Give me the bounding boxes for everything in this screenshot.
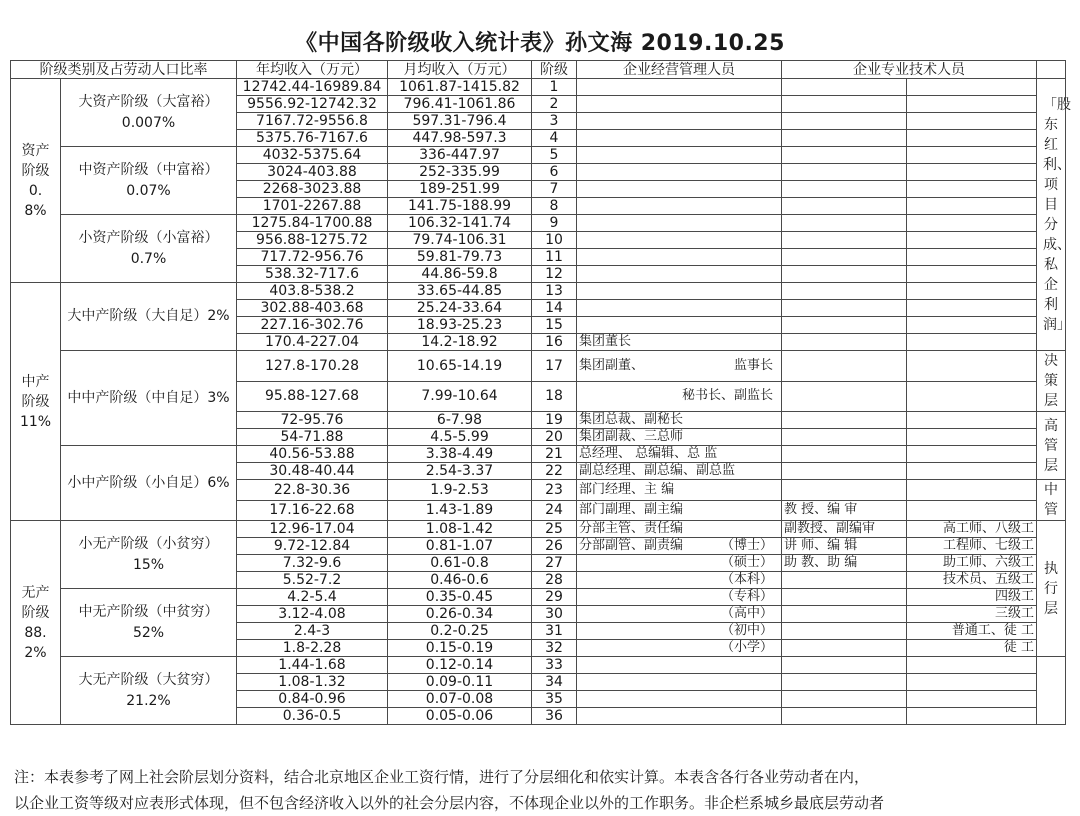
manager-cell: 部门副理、副主编 [577,500,782,521]
level-cell: 25 [532,521,577,538]
annual-income-cell: 12742.44-16989.84 [237,79,388,96]
class-cell: 小资产阶级（小富裕）0.7% [61,215,237,283]
table-row [11,446,1066,463]
class-cell: 中无产阶级（中贫穷）52% [61,589,237,657]
manager-cell [577,147,782,164]
monthly-income-cell: 2.54-3.37 [388,463,532,480]
annual-income-cell: 302.88-403.68 [237,300,388,317]
manager-cell: （博士） 分部副管、副责编 [577,538,782,555]
tech-cell-2: 徒 工 [907,640,1037,657]
tech-cell-1 [782,412,907,429]
annual-income-cell: 3.12-4.08 [237,606,388,623]
manager-cell: 集团董长 [577,334,782,351]
annual-income-cell: 17.16-22.68 [237,500,388,521]
table-row [11,147,1066,164]
level-cell: 9 [532,215,577,232]
level-cell: 35 [532,691,577,708]
table-row [11,79,1066,96]
tech-cell-1 [782,446,907,463]
tech-cell-2 [907,283,1037,300]
annual-income-cell: 9556.92-12742.32 [237,96,388,113]
level-cell: 17 [532,351,577,382]
manager-cell: 集团总裁、副秘长 [577,412,782,429]
tier-note-cell [1037,351,1066,412]
tier-note-text: 高管层 [1044,417,1058,474]
manager-cell [577,249,782,266]
tech-cell-1: 助 教、助 编 [782,555,907,572]
annual-income-cell: 2.4-3 [237,623,388,640]
annual-income-cell: 538.32-717.6 [237,266,388,283]
tech-cell-2 [907,381,1037,412]
manager-cell-right: （小学） [720,640,773,655]
tech-cell-2: 四级工 [907,589,1037,606]
table-row [11,657,1066,674]
table-body [11,79,1071,725]
tech-cell-2 [907,130,1037,147]
level-cell: 36 [532,708,577,725]
tier-note-cell [1037,412,1066,480]
monthly-income-cell: 0.35-0.45 [388,589,532,606]
level-cell: 11 [532,249,577,266]
class-cell: 小无产阶级（小贫穷）15% [61,521,237,589]
header-row [11,61,1066,79]
manager-cell: 分部主管、责任编 [577,521,782,538]
tech-cell-2 [907,232,1037,249]
footnote-line-2: 以企业工资等级对应表形式体现，但不包含经济收入以外的社会分层内容，不体现企业以外的工作职务。非企栏系城乡最底层劳动者 [14,794,885,812]
annual-income-cell: 170.4-227.04 [237,334,388,351]
monthly-income-cell: 447.98-597.3 [388,130,532,147]
tech-cell-2 [907,266,1037,283]
level-cell: 26 [532,538,577,555]
manager-cell [577,708,782,725]
tech-cell-1: 讲 师、编 辑 [782,538,907,555]
tech-cell-1 [782,657,907,674]
level-cell: 5 [532,147,577,164]
tech-cell-1 [782,232,907,249]
annual-income-cell: 30.48-40.44 [237,463,388,480]
tech-cell-2 [907,164,1037,181]
manager-cell-right: 秘书长、副监长 [681,388,773,404]
annual-income-cell: 127.8-170.28 [237,351,388,382]
tech-cell-2 [907,198,1037,215]
annual-income-cell: 5375.76-7167.6 [237,130,388,147]
tech-cell-2 [907,674,1037,691]
level-cell: 23 [532,480,577,501]
annual-income-cell: 4032-5375.64 [237,147,388,164]
manager-cell [577,674,782,691]
tier-note-cell [1037,657,1066,725]
level-cell: 21 [532,446,577,463]
tech-cell-1 [782,317,907,334]
level-cell: 33 [532,657,577,674]
manager-cell-right: （硕士） [720,555,773,570]
manager-cell [577,266,782,283]
manager-cell [577,96,782,113]
monthly-income-cell: 0.2-0.25 [388,623,532,640]
annual-income-cell: 54-71.88 [237,429,388,446]
annual-income-cell: 1701-2267.88 [237,198,388,215]
monthly-income-cell: 25.24-33.64 [388,300,532,317]
monthly-income-cell: 79.74-106.31 [388,232,532,249]
class-group-cell [11,79,61,283]
class-group-text: 资产阶级0.8% [21,142,50,219]
manager-cell [577,657,782,674]
tech-cell-2 [907,249,1037,266]
class-cell: 大无产阶级（大贫穷）21.2% [61,657,237,725]
level-cell: 16 [532,334,577,351]
header-tech: 企业专业技术人员 [782,61,1037,79]
monthly-income-cell: 252-335.99 [388,164,532,181]
annual-income-cell: 12.96-17.04 [237,521,388,538]
monthly-income-cell: 59.81-79.73 [388,249,532,266]
tech-cell-1 [782,623,907,640]
tech-cell-1 [782,79,907,96]
tier-note-text: 决策层 [1044,353,1058,409]
manager-cell [577,215,782,232]
level-cell: 3 [532,113,577,130]
tech-cell-1 [782,198,907,215]
manager-cell [577,198,782,215]
manager-cell: 副总经理、副总编、副总监 [577,463,782,480]
annual-income-cell: 2268-3023.88 [237,181,388,198]
tech-cell-1 [782,572,907,589]
tech-cell-2 [907,79,1037,96]
tech-cell-1 [782,266,907,283]
level-cell: 13 [532,283,577,300]
tech-cell-1 [782,589,907,606]
annual-income-cell: 227.16-302.76 [237,317,388,334]
monthly-income-cell: 0.26-0.34 [388,606,532,623]
level-cell: 22 [532,463,577,480]
level-cell: 24 [532,500,577,521]
monthly-income-cell: 3.38-4.49 [388,446,532,463]
manager-cell: 监事长 集团副董、 [577,351,782,382]
tech-cell-1 [782,708,907,725]
tech-cell-2 [907,317,1037,334]
tech-cell-2 [907,351,1037,382]
level-cell: 30 [532,606,577,623]
class-group-cell [11,283,61,521]
tech-cell-2 [907,113,1037,130]
tech-cell-2 [907,300,1037,317]
tech-cell-2: 普通工、徒 工 [907,623,1037,640]
tech-cell-2: 工程师、七级工 [907,538,1037,555]
manager-cell-right: （本科） [720,572,773,587]
tier-note-text: 「股东红利、项目分成、私企利润」 [1043,96,1071,333]
class-group-cell [11,521,61,725]
tier-note-text: 中管 [1044,482,1058,518]
annual-income-cell: 956.88-1275.72 [237,232,388,249]
tech-cell-2: 技术员、五级工 [907,572,1037,589]
class-cell: 大资产阶级（大富裕）0.007% [61,79,237,147]
tech-cell-1 [782,463,907,480]
annual-income-cell: 4.2-5.4 [237,589,388,606]
table-row [11,589,1066,606]
manager-cell [577,589,782,606]
annual-income-cell: 3024-403.88 [237,164,388,181]
tier-note-cell [1037,480,1066,521]
tech-cell-2 [907,334,1037,351]
tech-cell-1 [782,147,907,164]
manager-cell-right: （博士） [720,538,773,553]
monthly-income-cell: 0.46-0.6 [388,572,532,589]
tech-cell-2: 高工师、八级工 [907,521,1037,538]
class-group-text: 中产阶级11% [19,373,52,430]
monthly-income-cell: 0.07-0.08 [388,691,532,708]
monthly-income-cell: 336-447.97 [388,147,532,164]
tech-cell-1 [782,606,907,623]
annual-income-cell: 9.72-12.84 [237,538,388,555]
manager-cell [577,283,782,300]
manager-cell [577,640,782,657]
tech-cell-2 [907,708,1037,725]
monthly-income-cell: 597.31-796.4 [388,113,532,130]
tech-cell-2 [907,463,1037,480]
class-cell: 小中产阶级（小自足）6% [61,446,237,521]
monthly-income-cell: 141.75-188.99 [388,198,532,215]
tech-cell-2 [907,480,1037,501]
manager-cell [577,79,782,96]
tech-cell-2 [907,412,1037,429]
monthly-income-cell: 1061.87-1415.82 [388,79,532,96]
level-cell: 7 [532,181,577,198]
manager-cell [577,300,782,317]
monthly-income-cell: 14.2-18.92 [388,334,532,351]
monthly-income-cell: 1.43-1.89 [388,500,532,521]
level-cell: 2 [532,96,577,113]
annual-income-cell: 0.36-0.5 [237,708,388,725]
tech-cell-1 [782,215,907,232]
annual-income-cell: 95.88-127.68 [237,381,388,412]
class-cell: 中中产阶级（中自足）3% [61,351,237,446]
tech-cell-1: 教 授、编 审 [782,500,907,521]
tech-cell-1 [782,181,907,198]
manager-cell [577,113,782,130]
tech-cell-1 [782,300,907,317]
monthly-income-cell: 7.99-10.64 [388,381,532,412]
monthly-income-cell: 10.65-14.19 [388,351,532,382]
tech-cell-1 [782,480,907,501]
manager-cell [577,623,782,640]
level-cell: 15 [532,317,577,334]
annual-income-cell: 7167.72-9556.8 [237,113,388,130]
manager-cell [577,130,782,147]
tech-cell-1 [782,429,907,446]
monthly-income-cell: 0.15-0.19 [388,640,532,657]
footnote-line-1: 注：本表参考了网上社会阶层划分资料，结合北京地区企业工资行情，进行了分层细化和依实计算。本表含各行各业劳动者在内， [14,768,870,786]
manager-cell-right: （高中） [720,606,773,621]
manager-cell [577,606,782,623]
tech-cell-1 [782,381,907,412]
monthly-income-cell: 1.08-1.42 [388,521,532,538]
annual-income-cell: 717.72-956.76 [237,249,388,266]
monthly-income-cell: 0.12-0.14 [388,657,532,674]
tier-note-cell [1037,521,1066,657]
manager-cell [577,164,782,181]
manager-cell-right: （专科） [720,589,773,604]
annual-income-cell: 72-95.76 [237,412,388,429]
manager-cell: 部门经理、主 编 [577,480,782,501]
class-group-text: 无产阶级88.2% [21,584,50,661]
manager-cell: 总经理、 总编辑、总 监 [577,446,782,463]
annual-income-cell: 1.08-1.32 [237,674,388,691]
tech-cell-1 [782,96,907,113]
annual-income-cell: 1275.84-1700.88 [237,215,388,232]
footnote [14,764,1070,816]
header-category: 阶级类别及占劳动人口比率 [11,61,237,79]
monthly-income-cell: 1.9-2.53 [388,480,532,501]
tech-cell-2 [907,181,1037,198]
page-title: 《中国各阶级收入统计表》孙文海 2019.10.25 [295,31,785,56]
table-row [11,521,1066,538]
manager-cell [577,555,782,572]
monthly-income-cell: 4.5-5.99 [388,429,532,446]
class-cell: 大中产阶级（大自足）2% [61,283,237,351]
level-cell: 1 [532,79,577,96]
tech-cell-1 [782,334,907,351]
header-monthly: 月均收入（万元） [388,61,532,79]
monthly-income-cell: 796.41-1061.86 [388,96,532,113]
manager-cell [577,232,782,249]
tech-cell-2 [907,429,1037,446]
level-cell: 8 [532,198,577,215]
level-cell: 29 [532,589,577,606]
monthly-income-cell: 44.86-59.8 [388,266,532,283]
level-cell: 27 [532,555,577,572]
tech-cell-1 [782,283,907,300]
tech-cell-2 [907,96,1037,113]
tech-cell-2 [907,215,1037,232]
annual-income-cell: 403.8-538.2 [237,283,388,300]
monthly-income-cell: 0.81-1.07 [388,538,532,555]
level-cell: 34 [532,674,577,691]
tech-cell-2 [907,691,1037,708]
manager-cell-right: （初中） [720,623,773,638]
monthly-income-cell: 189-251.99 [388,181,532,198]
monthly-income-cell: 33.65-44.85 [388,283,532,300]
level-cell: 14 [532,300,577,317]
tech-cell-1 [782,640,907,657]
tier-note-text: 执行层 [1044,560,1058,617]
class-cell: 中资产阶级（中富裕）0.07% [61,147,237,215]
level-cell: 18 [532,381,577,412]
manager-cell-right: 监事长 [733,357,773,373]
header-note [1037,61,1066,79]
tech-cell-2 [907,446,1037,463]
manager-cell [577,572,782,589]
monthly-income-cell: 18.93-25.23 [388,317,532,334]
level-cell: 19 [532,412,577,429]
tech-cell-1: 副教授、副编审 [782,521,907,538]
tech-cell-1 [782,249,907,266]
tech-cell-2: 三级工 [907,606,1037,623]
level-cell: 20 [532,429,577,446]
monthly-income-cell: 0.05-0.06 [388,708,532,725]
manager-cell: 集团副裁、三总师 [577,429,782,446]
annual-income-cell: 1.8-2.28 [237,640,388,657]
table-row [11,351,1066,382]
manager-cell [577,691,782,708]
tech-cell-1 [782,113,907,130]
tech-cell-2 [907,657,1037,674]
monthly-income-cell: 0.61-0.8 [388,555,532,572]
annual-income-cell: 0.84-0.96 [237,691,388,708]
monthly-income-cell: 0.09-0.11 [388,674,532,691]
tech-cell-2 [907,500,1037,521]
tech-cell-1 [782,691,907,708]
monthly-income-cell: 6-7.98 [388,412,532,429]
manager-cell [577,181,782,198]
level-cell: 4 [532,130,577,147]
header-annual: 年均收入（万元） [237,61,388,79]
income-table [10,60,1071,725]
tech-cell-1 [782,351,907,382]
header-manager: 企业经营管理人员 [577,61,782,79]
header-level: 阶级 [532,61,577,79]
tech-cell-2 [907,147,1037,164]
tech-cell-2: 助工师、六级工 [907,555,1037,572]
tech-cell-1 [782,164,907,181]
level-cell: 32 [532,640,577,657]
annual-income-cell: 7.32-9.6 [237,555,388,572]
monthly-income-cell: 106.32-141.74 [388,215,532,232]
tier-note-cell [1037,79,1071,351]
annual-income-cell: 22.8-30.36 [237,480,388,501]
level-cell: 10 [532,232,577,249]
annual-income-cell: 5.52-7.2 [237,572,388,589]
tech-cell-1 [782,674,907,691]
level-cell: 28 [532,572,577,589]
tech-cell-1 [782,130,907,147]
annual-income-cell: 1.44-1.68 [237,657,388,674]
table-row [11,215,1066,232]
manager-cell [577,381,782,412]
manager-cell [577,317,782,334]
level-cell: 6 [532,164,577,181]
level-cell: 31 [532,623,577,640]
table-row [11,283,1066,300]
level-cell: 12 [532,266,577,283]
annual-income-cell: 40.56-53.88 [237,446,388,463]
